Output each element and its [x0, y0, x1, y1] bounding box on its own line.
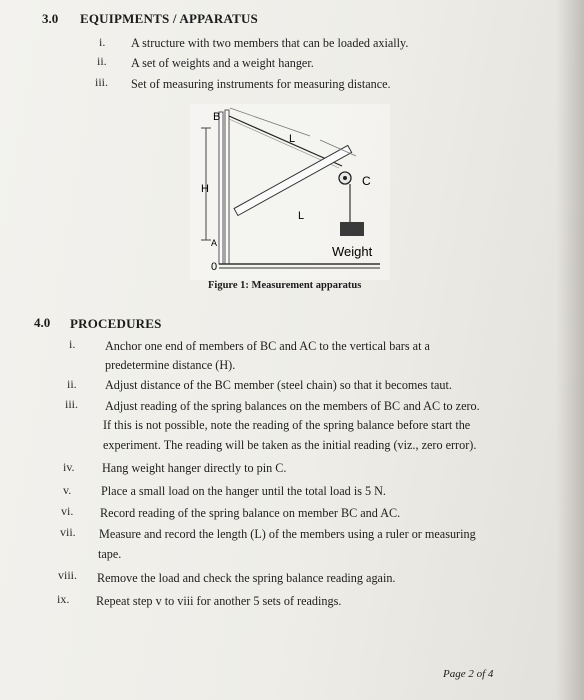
label-zero: 0: [211, 261, 218, 273]
label-a: A: [211, 238, 218, 248]
procedure-step-7-line-1: Measure and record the length (L) of the members using a ruler or measuring: [99, 527, 476, 541]
page-edge-shadow: [556, 0, 584, 700]
procedure-step-3-line-2: If this is not possible, note the reading of the spring balance before start the: [103, 418, 471, 432]
equipment-item-3-numeral: iii.: [95, 75, 109, 89]
procedure-step-1-line-1: Anchor one end of members of BC and AC to the vertical bars at a: [105, 339, 430, 353]
procedure-step-1-numeral: i.: [69, 337, 76, 351]
procedure-step-1-line-2: predetermine distance (H).: [105, 358, 236, 372]
procedure-step-9-numeral: ix.: [57, 592, 70, 606]
procedure-step-3-line-1: Adjust reading of the spring balances on the members of BC and AC to zero.: [105, 399, 480, 413]
label-b: B: [213, 111, 221, 123]
equipment-item-1-numeral: i.: [99, 35, 106, 49]
apparatus-diagram: [190, 104, 390, 280]
section-3-title: EQUIPMENTS / APPARATUS: [80, 11, 258, 26]
section-4-title: PROCEDURES: [70, 316, 162, 331]
equipment-item-1-text: A structure with two members that can be loaded axially.: [131, 36, 409, 50]
vertical-bar-right: [225, 110, 229, 264]
label-l-top: L: [289, 133, 296, 145]
equipment-item-2-numeral: ii.: [97, 54, 107, 68]
procedure-step-8-numeral: viii.: [58, 568, 78, 582]
figure-caption: Figure 1: Measurement apparatus: [208, 280, 362, 291]
equipment-item-3-text: Set of measuring instruments for measuring distance.: [131, 77, 391, 91]
section-3-number: 3.0: [42, 11, 59, 26]
procedure-step-4-line-1: Hang weight hanger directly to pin C.: [102, 461, 287, 475]
procedure-step-6-line-1: Record reading of the spring balance on member BC and AC.: [100, 506, 401, 520]
equipment-item-2-text: A set of weights and a weight hanger.: [131, 56, 314, 70]
procedure-step-3-numeral: iii.: [65, 397, 79, 411]
procedure-step-6-numeral: vi.: [61, 504, 74, 518]
label-h: H: [201, 183, 209, 195]
label-c: C: [362, 174, 371, 188]
procedure-step-7-numeral: vii.: [60, 525, 76, 539]
vertical-bar-left: [219, 112, 223, 264]
weight-block: [340, 222, 364, 236]
page-number: Page 2 of 4: [443, 668, 494, 680]
procedure-step-3-line-3: experiment. The reading will be taken as the initial reading (viz., zero error).: [103, 438, 477, 452]
procedure-step-7-line-2: tape.: [98, 547, 122, 561]
procedure-step-4-numeral: iv.: [63, 460, 75, 474]
procedure-step-2-numeral: ii.: [67, 377, 77, 391]
procedure-step-9-line-1: Repeat step v to viii for another 5 sets of readings.: [96, 594, 342, 608]
section-4-number: 4.0: [34, 315, 51, 330]
procedure-step-5-line-1: Place a small load on the hanger until the total load is 5 N.: [101, 484, 386, 498]
label-l-bottom: L: [298, 210, 305, 222]
procedure-step-5-numeral: v.: [63, 483, 72, 497]
label-weight: Weight: [332, 244, 373, 259]
procedure-step-8-line-1: Remove the load and check the spring balance reading again.: [97, 571, 396, 585]
procedure-step-2-line-1: Adjust distance of the BC member (steel chain) so that it becomes taut.: [105, 378, 452, 392]
